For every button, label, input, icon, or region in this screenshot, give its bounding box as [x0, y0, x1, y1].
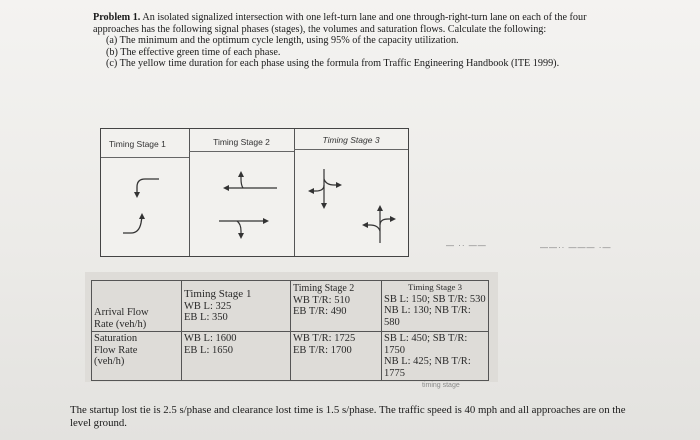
cell-line: NB L: 425; NB T/R: 1775 — [384, 356, 471, 379]
stage-3-movement-arrows-icon — [294, 155, 408, 255]
timing-stage-3-panel — [294, 129, 408, 256]
problem-label: Problem 1. — [93, 12, 141, 23]
timing-stage-2-title: Timing Stage 2 — [213, 137, 270, 147]
cell-line: WB T/R: 510 — [293, 294, 350, 306]
cell-line: EB L: 350 — [184, 312, 228, 323]
footer-text: The startup lost tie is 2.5 s/phase and clearance lost time is 1.5 s/phase. The traffic speed is 40 mph and all approaches are on the level ground. — [70, 404, 626, 429]
cell-line: NB L: 130; NB T/R: 580 — [384, 305, 471, 328]
timing-stage-1-title: Timing Stage 1 — [109, 139, 166, 149]
column-header-stage-2: Timing Stage 2 — [293, 283, 355, 294]
flow-data-table-image — [85, 272, 498, 382]
cell-line: WB L: 1600 — [184, 333, 237, 344]
cell-line: WB L: 325 — [184, 300, 232, 312]
table-cell — [382, 281, 489, 332]
row-header-line: Rate (veh/h) — [94, 318, 147, 330]
scan-speck: — ·· —— — [446, 241, 487, 250]
cell-line: WB T/R: 1725 — [293, 333, 356, 344]
timing-stage-2-panel — [189, 129, 295, 256]
problem-statement — [93, 12, 623, 70]
table-cell — [182, 332, 291, 381]
row-header-line: Flow Rate — [94, 344, 138, 356]
timing-stage-3-title: Timing Stage 3 — [322, 135, 380, 145]
faded-note: timing stage — [422, 382, 460, 389]
scan-speck: ——·· ——— ·— — [540, 243, 612, 252]
table-row — [92, 281, 489, 332]
problem-text: An isolated signalized intersection with one left-turn lane and one through-right-turn lane on each of the four approaches has the following signal phases (stages), the volumes and saturation flows. Calculate the following: — [93, 12, 587, 35]
problem-item-a: (a) The minimum and the optimum cycle length, using 95% of the capacity utilization. — [106, 35, 459, 47]
row-header-saturation — [92, 332, 182, 381]
flow-data-table — [91, 280, 489, 381]
problem-item-b: (b) The effective green time of each phase. — [106, 46, 281, 58]
cell-line: SB L: 150; SB T/R: 530 — [384, 293, 486, 305]
timing-stage-1-panel — [101, 129, 190, 256]
problem-item-c: (c) The yellow time duration for each phase using the formula from Traffic Engineering Handbook (ITE 1999). — [106, 58, 560, 70]
table-cell — [291, 281, 382, 332]
stage-1-movement-arrows-icon — [101, 155, 189, 255]
cell-line: EB T/R: 1700 — [293, 344, 352, 356]
stage-2-movement-arrows-icon — [189, 155, 294, 255]
column-header-stage-3: Timing Stage 3 — [408, 282, 462, 292]
problem-footer — [70, 404, 630, 430]
problem-intro — [93, 12, 623, 35]
cell-line: EB T/R: 490 — [293, 306, 347, 317]
table-cell — [291, 332, 382, 381]
timing-stage-diagram — [100, 128, 409, 257]
row-header-line: Arrival Flow — [94, 307, 149, 318]
row-header-line: (veh/h) — [94, 356, 125, 367]
cell-line: SB L: 450; SB T/R: 1750 — [384, 333, 468, 356]
stage-header-divider — [189, 151, 294, 152]
column-header-stage-1: Timing Stage 1 — [184, 288, 252, 300]
table-cell — [382, 332, 489, 381]
row-header-arrival — [92, 281, 182, 332]
row-header-line: Saturation — [94, 333, 138, 344]
stage-header-divider — [294, 149, 408, 150]
cell-line: EB L: 1650 — [184, 344, 233, 356]
table-row — [92, 332, 489, 381]
table-cell — [182, 281, 291, 332]
